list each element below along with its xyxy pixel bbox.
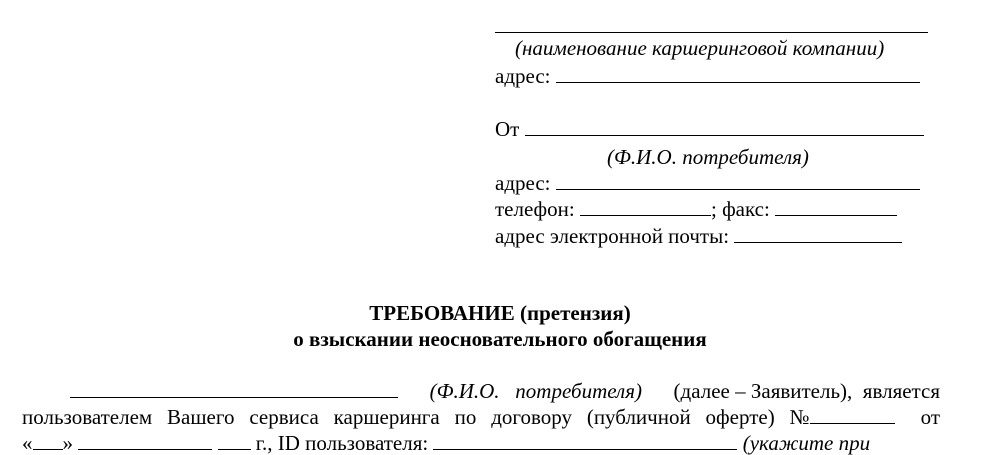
email-row xyxy=(495,224,902,248)
consumer-address-field[interactable] xyxy=(556,172,920,190)
company-address-field[interactable] xyxy=(556,65,920,83)
user-id-field[interactable] xyxy=(433,432,737,450)
company-name-line xyxy=(495,32,928,33)
title-main: ТРЕБОВАНИЕ xyxy=(369,301,515,325)
consumer-name-caption: (Ф.И.О. потребителя) xyxy=(607,145,809,169)
fax-label: ; факс: xyxy=(710,197,770,221)
applicant-rest-text: (далее – Заявитель), является xyxy=(673,379,940,403)
company-address-label: адрес: xyxy=(495,64,551,88)
user-id-label: г., ID пользователя: xyxy=(255,431,429,455)
day-field[interactable] xyxy=(33,432,63,450)
phone-label: телефон: xyxy=(495,197,575,221)
company-address-row xyxy=(495,64,920,88)
phone-field[interactable] xyxy=(580,198,711,216)
consumer-name-field[interactable] xyxy=(525,118,924,136)
paragraph-line-2 xyxy=(22,405,940,429)
contract-from-text: от xyxy=(920,405,940,429)
fax-field[interactable] xyxy=(775,198,897,216)
applicant-name-field[interactable] xyxy=(70,380,398,398)
email-label: адрес электронной почты: xyxy=(495,224,730,248)
paragraph-line-3 xyxy=(22,431,940,455)
document-title xyxy=(0,300,1000,326)
contract-number-field[interactable] xyxy=(810,406,895,424)
paragraph-line-1 xyxy=(22,379,940,403)
company-name-caption: (наименование каршеринговой компании) xyxy=(515,36,885,60)
hint-text: (укажите при xyxy=(742,431,871,455)
consumer-address-row xyxy=(495,171,920,195)
consumer-address-label: адрес: xyxy=(495,171,551,195)
applicant-name-caption: (Ф.И.О. потребителя) xyxy=(429,379,642,403)
quote-open: « xyxy=(22,431,33,455)
quote-close: » xyxy=(62,431,73,455)
month-field[interactable] xyxy=(78,432,212,450)
document-subtitle: о взыскании неосновательного обогащения xyxy=(293,327,707,351)
service-text: пользователем Вашего сервиса каршеринга по договору (публичной оферте) № xyxy=(22,405,810,429)
from-label: От xyxy=(495,117,520,141)
from-row xyxy=(495,117,924,141)
email-field[interactable] xyxy=(734,225,902,243)
phone-fax-row xyxy=(495,197,897,221)
year-field[interactable] xyxy=(218,432,251,450)
title-sub: (претензия) xyxy=(514,301,631,325)
